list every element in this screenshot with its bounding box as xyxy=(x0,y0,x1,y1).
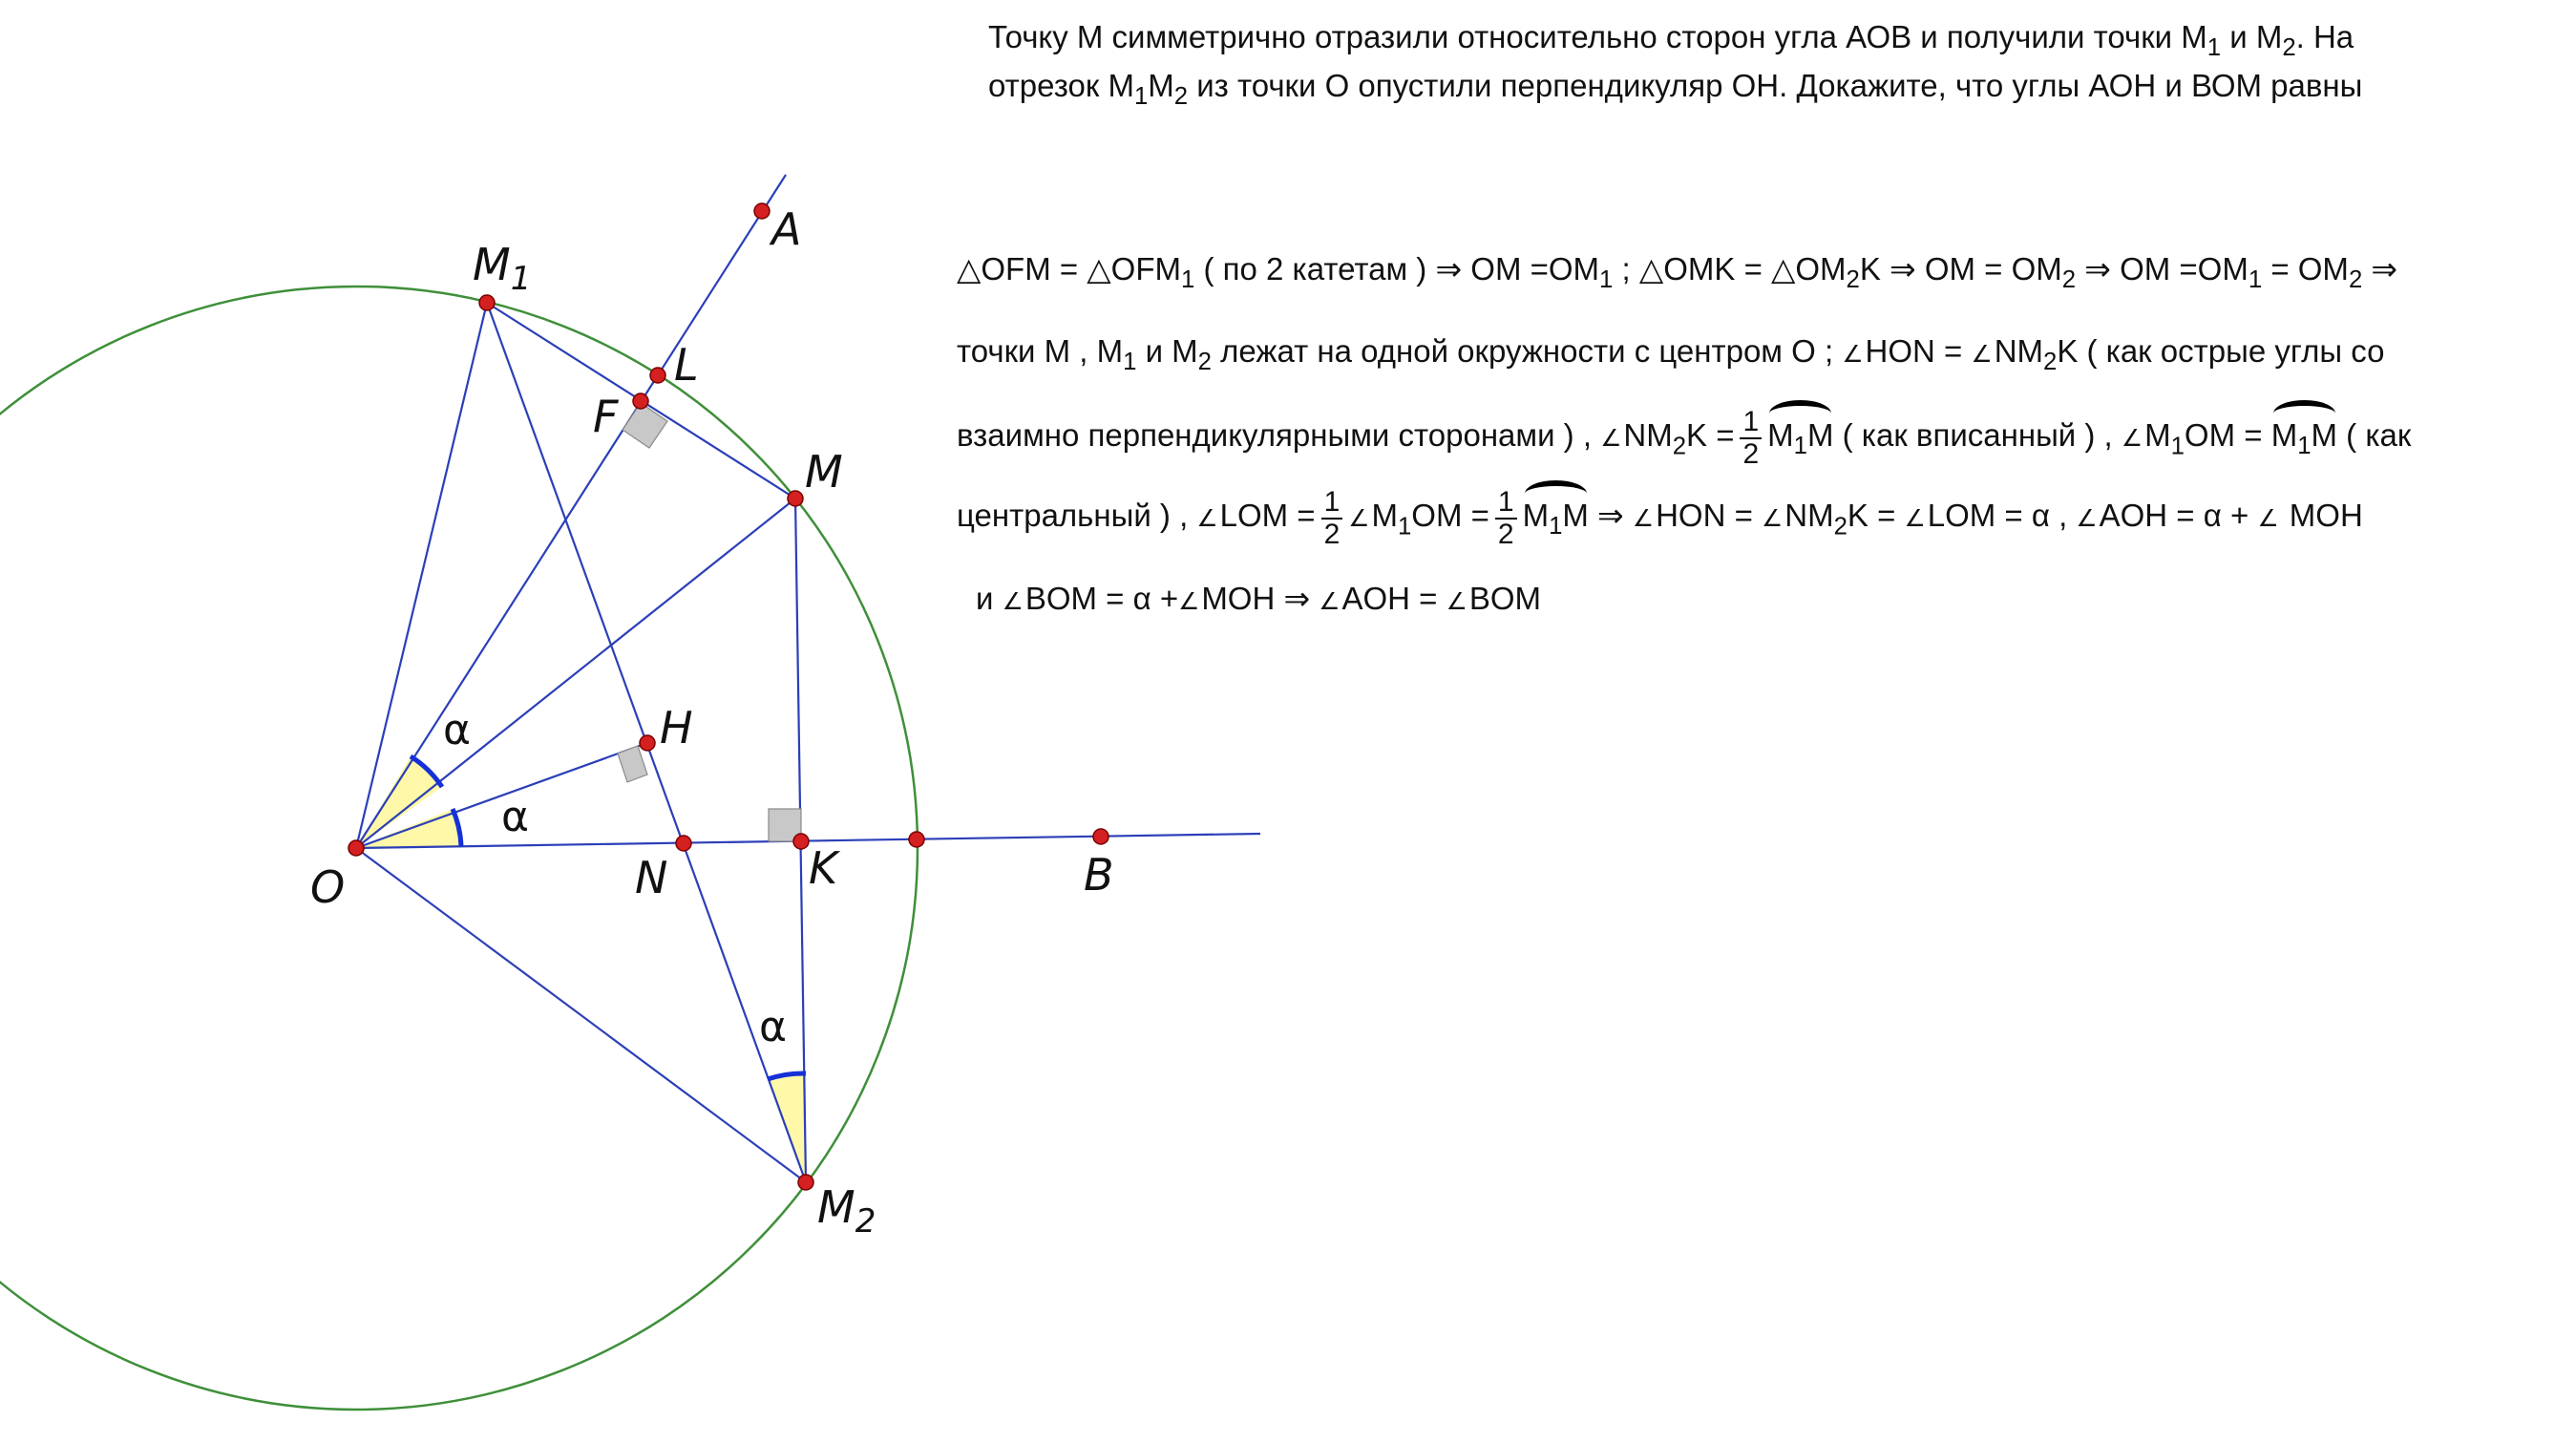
proof-line-1: △OFM = $\triangle OFM_1$ ( по 2 катетам ) ⇒ OM $=OM_1$ ; △OMK = $\triangle OM_2K$ ⇒ OM = $OM_2$ ⇒ OM $=OM_1 = OM_2$ ⇒ xyxy=(957,251,2398,294)
label-N: N xyxy=(635,852,668,903)
point-circle-OB-intersection[interactable] xyxy=(909,832,924,847)
label-alpha-NM2K: α xyxy=(759,1003,788,1051)
proof-line-2: точки M , $M_1$ и $M_2$ лежат на одной окружности с центром O ; ∠HON = $\angle NM_2K$ ( как острые углы со xyxy=(957,333,2385,376)
arc-M1M: $M_1M$ xyxy=(1767,417,1834,460)
point-F[interactable] xyxy=(633,393,648,409)
label-B: B xyxy=(1084,849,1114,901)
label-L: L xyxy=(674,339,699,391)
label-H: H xyxy=(660,702,693,753)
problem-line-1: Точку М симметрично отразили относительно сторон угла АОВ и получили точки $М_1$ и $М_2$. На xyxy=(988,19,2354,62)
segment-OM xyxy=(356,499,795,848)
label-M: M xyxy=(805,446,843,498)
label-K: K xyxy=(809,842,838,894)
label-M2: $M_2$ xyxy=(817,1181,876,1241)
point-O[interactable] xyxy=(348,840,364,856)
point-K[interactable] xyxy=(793,834,809,849)
proof-line-4: центральный ) , ∠LOM = $\frac{1}{2}$ $\angle M_1OM$ = $\frac{1}{2}$ $M_1M$ ⇒ ∠HON = $\angle NM_2K$ = ∠LOM = α , ∠AOH = α + ∠ MOH xyxy=(957,486,2363,550)
proof-line-3: взаимно перпендикулярными сторонами ) , $\angle NM_2K$ = $\frac{1}{2}$ $M_1M$ ( как вписанный ) , $\angle M_1OM = M_1M$ ( как xyxy=(957,406,2412,470)
circumcircle xyxy=(0,286,918,1410)
point-M[interactable] xyxy=(788,491,803,506)
fraction-one-half-a: $\frac{1}{2}$ xyxy=(1321,487,1343,549)
segment-OM2 xyxy=(356,848,806,1182)
point-M2[interactable] xyxy=(798,1175,813,1190)
label-O: O xyxy=(310,861,346,913)
label-F: F xyxy=(593,391,619,442)
right-angle-H xyxy=(618,746,647,782)
point-A[interactable] xyxy=(754,203,770,219)
right-angle-F xyxy=(623,403,667,448)
label-alpha-HON: α xyxy=(501,793,530,841)
point-N[interactable] xyxy=(676,836,691,851)
label-A: A xyxy=(771,203,802,255)
proof-line-5: и ∠BOM = α +∠MOH ⇒ ∠AOH = ∠BOM xyxy=(976,581,1541,616)
fraction-one-half-b: $\frac{1}{2}$ xyxy=(1495,487,1517,549)
point-M1[interactable] xyxy=(479,295,495,310)
point-L[interactable] xyxy=(650,368,665,383)
problem-line-2: отрезок $М_1М_2$ из точки О опустили перпендикуляр ОН. Докажите, что углы АОН и ВОМ равны xyxy=(988,68,2363,111)
point-H[interactable] xyxy=(640,735,655,751)
arc-M1M-half: $M_1M$ xyxy=(1522,498,1589,541)
label-alpha-LOM: α xyxy=(443,706,472,754)
point-B[interactable] xyxy=(1093,829,1109,844)
ray-OA xyxy=(356,175,786,848)
label-M1: $M_1$ xyxy=(473,239,532,298)
arc-M1M-central: $M_1M$ xyxy=(2270,417,2337,460)
fraction-one-half: $\frac{1}{2}$ xyxy=(1740,407,1762,469)
